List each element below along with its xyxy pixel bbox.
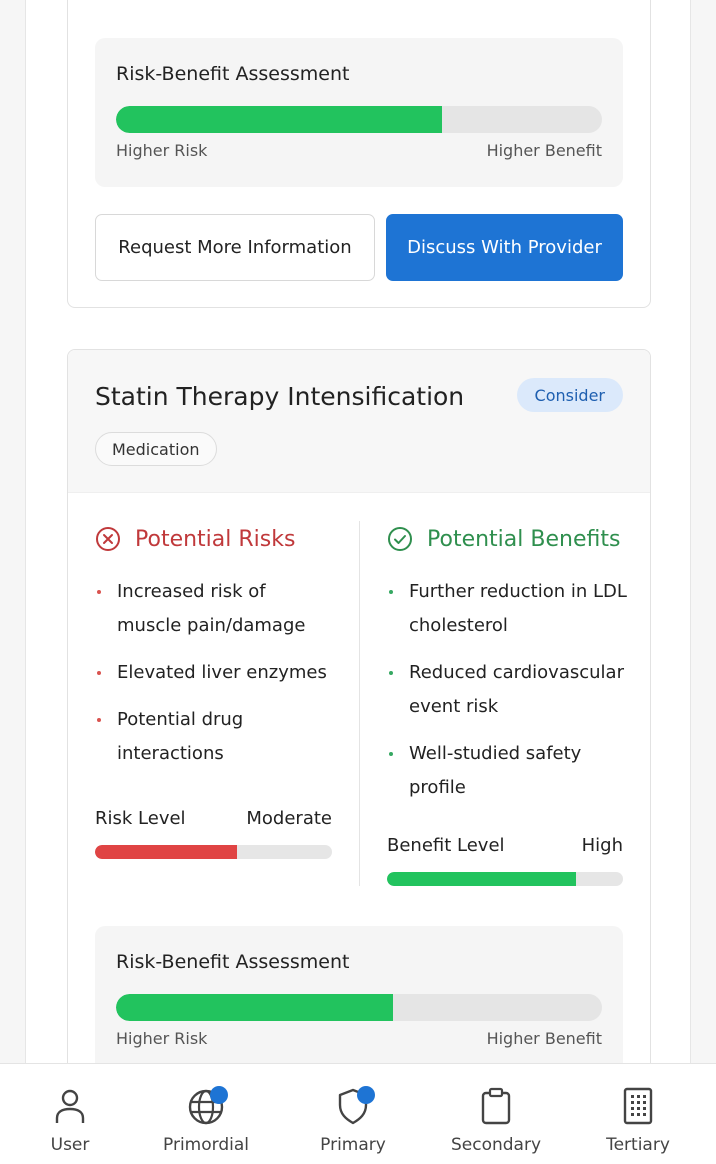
- risk-level-value: Moderate: [246, 808, 332, 829]
- risks-heading: [95, 526, 295, 552]
- card-title: Statin Therapy Intensification: [95, 382, 465, 411]
- nav-item-user[interactable]: [10, 1064, 130, 1164]
- card-header: [68, 350, 650, 493]
- nav-item-primary[interactable]: [293, 1064, 413, 1164]
- nav-item-secondary[interactable]: [436, 1064, 556, 1164]
- assessment-fill: [116, 106, 442, 133]
- request-info-button[interactable]: Request More Information: [95, 214, 375, 281]
- risk-level-bar: [95, 845, 332, 859]
- assessment-track: [116, 994, 602, 1021]
- list-item: Further reduction in LDL cholesterol: [387, 575, 627, 643]
- assessment-left-label: Higher Risk: [116, 1029, 208, 1048]
- list-item: Increased risk of muscle pain/damage: [95, 575, 335, 643]
- shield-icon: [331, 1084, 375, 1128]
- benefit-level-fill: [387, 872, 576, 886]
- benefit-level-bar: [387, 872, 623, 886]
- benefit-level-row: [387, 835, 623, 856]
- benefit-level-label: Benefit Level: [387, 835, 505, 856]
- risk-benefit-assessment: [95, 38, 623, 187]
- nav-item-primordial[interactable]: [146, 1064, 266, 1164]
- assessment-title: Risk-Benefit Assessment: [116, 63, 350, 85]
- category-tag: Medication: [95, 432, 217, 466]
- globe-icon: [184, 1084, 228, 1128]
- list-item: Potential drug interactions: [95, 703, 335, 771]
- nav-label: Tertiary: [606, 1135, 670, 1155]
- building-icon: [616, 1084, 660, 1128]
- check-circle-icon: [387, 526, 413, 552]
- recommendation-card-previous: [67, 0, 651, 308]
- risk-benefit-assessment: [95, 926, 623, 1086]
- list-item: Reduced cardiovascular event risk: [387, 656, 627, 724]
- user-icon: [48, 1084, 92, 1128]
- assessment-title: Risk-Benefit Assessment: [116, 951, 350, 973]
- risks-list: [95, 575, 335, 771]
- nav-label: Primary: [320, 1135, 386, 1155]
- risk-level-row: [95, 808, 332, 829]
- assessment-right-label: Higher Benefit: [486, 1029, 602, 1048]
- bottom-navigation: [0, 1063, 716, 1164]
- assessment-left-label: Higher Risk: [116, 141, 208, 160]
- nav-label: User: [50, 1135, 90, 1155]
- risks-heading-text: Potential Risks: [135, 526, 296, 552]
- column-divider: [359, 521, 360, 886]
- risk-level-fill: [95, 845, 237, 859]
- recommendation-card-statin: [67, 349, 651, 1109]
- benefits-list: [387, 575, 627, 805]
- benefit-level-value: High: [581, 835, 623, 856]
- clipboard-icon: [474, 1084, 518, 1128]
- discuss-provider-button[interactable]: Discuss With Provider: [386, 214, 623, 281]
- risk-level-label: Risk Level: [95, 808, 186, 829]
- assessment-fill: [116, 994, 393, 1021]
- benefits-heading-text: Potential Benefits: [427, 526, 621, 552]
- list-item: Elevated liver enzymes: [95, 656, 335, 690]
- list-item: Well-studied safety profile: [387, 737, 627, 805]
- assessment-right-label: Higher Benefit: [486, 141, 602, 160]
- x-circle-icon: [95, 526, 121, 552]
- benefits-heading: [387, 526, 620, 552]
- assessment-track: [116, 106, 602, 133]
- status-badge: Consider: [517, 378, 623, 412]
- nav-label: Primordial: [163, 1135, 249, 1155]
- nav-item-tertiary[interactable]: [578, 1064, 698, 1164]
- notification-dot: [210, 1086, 228, 1104]
- nav-label: Secondary: [450, 1135, 542, 1155]
- notification-dot: [357, 1086, 375, 1104]
